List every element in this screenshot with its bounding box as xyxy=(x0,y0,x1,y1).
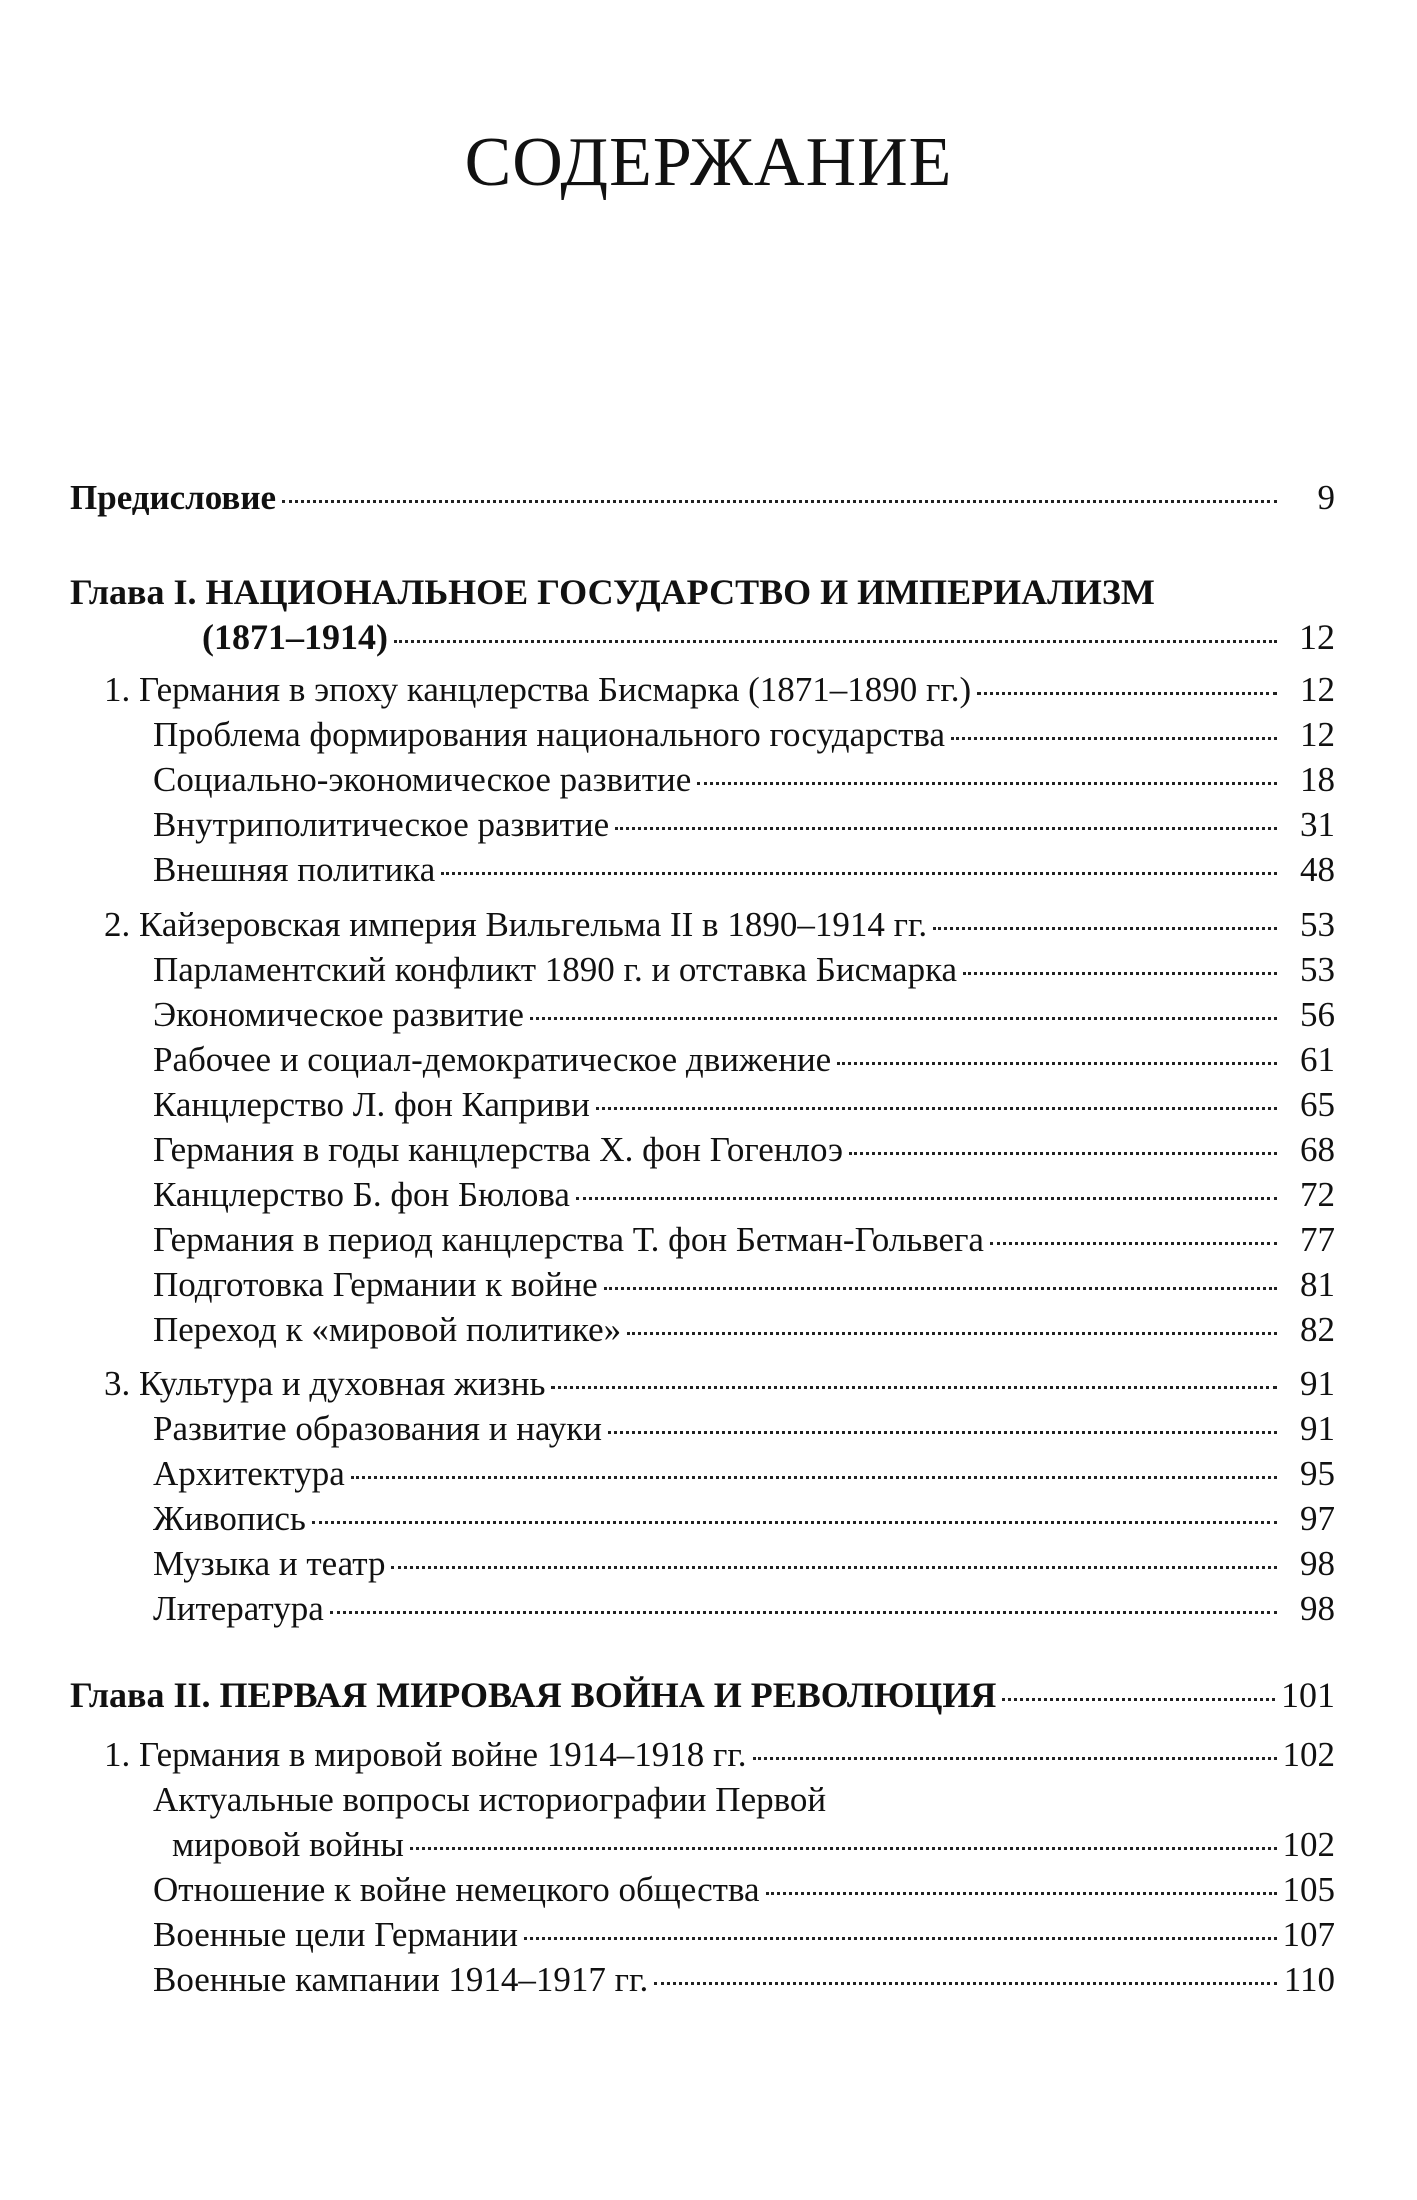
toc-entry-page: 102 xyxy=(1282,1825,1335,1864)
toc-item[interactable] xyxy=(153,1542,1335,1586)
toc-entry-page: 72 xyxy=(1300,1175,1335,1214)
toc-entry-label: Военные кампании 1914–1917 гг. xyxy=(153,1960,649,1999)
toc-item[interactable] xyxy=(153,948,1335,992)
toc-entry-label: 2. Кайзеровская империя Вильгельма II в 1890–1914 гг. xyxy=(104,905,928,944)
toc-entry-label: Рабочее и социал-демократическое движение xyxy=(153,1040,832,1079)
toc-item[interactable] xyxy=(153,1218,1335,1262)
toc-entry-page: 81 xyxy=(1300,1265,1335,1304)
toc-entry-label: Живопись xyxy=(153,1499,306,1538)
toc-entry-page: 91 xyxy=(1300,1409,1335,1448)
leader-dots xyxy=(530,1017,1277,1020)
toc-entry-label: 3. Культура и духовная жизнь xyxy=(104,1364,546,1403)
toc-item[interactable] xyxy=(172,1823,1335,1867)
page-title: СОДЕРЖАНИЕ xyxy=(464,124,953,201)
toc-item[interactable] xyxy=(153,1263,1335,1307)
toc-entry-label: Канцлерство Б. фон Бюлова xyxy=(153,1175,570,1214)
toc-entry-label: Военные цели Германии xyxy=(153,1915,518,1954)
toc-entry-page: 48 xyxy=(1300,850,1335,889)
leader-dots xyxy=(604,1287,1277,1290)
leader-dots xyxy=(551,1386,1277,1389)
leader-dots xyxy=(990,1242,1277,1245)
toc-entry-page: 68 xyxy=(1300,1130,1335,1169)
toc-item[interactable] xyxy=(153,1913,1335,1957)
toc-item[interactable] xyxy=(153,1407,1335,1451)
toc-section-1-1[interactable] xyxy=(104,668,1335,712)
leader-dots xyxy=(849,1152,1277,1155)
toc-entry-page: 12 xyxy=(1299,617,1335,657)
toc-entry-label: Переход к «мировой политике» xyxy=(153,1310,622,1349)
toc-entry-page: 65 xyxy=(1300,1085,1335,1124)
toc-entry-label: Внутриполитическое развитие xyxy=(153,805,610,844)
leader-dots xyxy=(410,1847,1277,1850)
toc-chapter-1-title[interactable]: Глава I. НАЦИОНАЛЬНОЕ ГОСУДАРСТВО И ИМПЕРИАЛИЗМ xyxy=(70,572,1155,612)
toc-item[interactable] xyxy=(153,1083,1335,1127)
toc-entry-page: 101 xyxy=(1281,1675,1335,1715)
leader-dots xyxy=(977,692,1277,695)
leader-dots xyxy=(627,1332,1277,1335)
toc-entry-label: Социально-экономическое развитие xyxy=(153,760,692,799)
toc-item[interactable] xyxy=(153,1497,1335,1541)
toc-entry-page: 107 xyxy=(1282,1915,1335,1954)
toc-item[interactable] xyxy=(153,1173,1335,1217)
toc-item[interactable] xyxy=(153,1452,1335,1496)
toc-entry-page: 91 xyxy=(1300,1364,1335,1403)
toc-item-first-line[interactable]: Актуальные вопросы историографии Первой xyxy=(153,1780,827,1819)
leader-dots xyxy=(654,1982,1277,1985)
toc-item[interactable] xyxy=(153,1128,1335,1172)
toc-entry-label: (1871–1914) xyxy=(202,617,388,657)
leader-dots xyxy=(312,1521,1277,1524)
toc-entry-label: Музыка и театр xyxy=(153,1544,386,1583)
leader-dots xyxy=(933,927,1277,930)
toc-entry-label: Развитие образования и науки xyxy=(153,1409,602,1448)
leader-dots xyxy=(330,1611,1277,1614)
toc-entry-page: 105 xyxy=(1282,1870,1335,1909)
toc-entry-label: Проблема формирования национального государства xyxy=(153,715,946,754)
toc-entry-page: 102 xyxy=(1282,1735,1335,1774)
leader-dots xyxy=(282,500,1277,503)
leader-dots xyxy=(963,972,1277,975)
toc-entry-label: 1. Германия в мировой войне 1914–1918 гг. xyxy=(104,1735,747,1774)
toc-entry-label: Экономическое развитие xyxy=(153,995,524,1034)
toc-entry-page: 12 xyxy=(1300,670,1335,709)
leader-dots xyxy=(391,1566,1277,1569)
toc-item[interactable] xyxy=(153,1958,1335,2002)
leader-dots xyxy=(608,1431,1277,1434)
leader-dots xyxy=(441,872,1277,875)
toc-entry-page: 98 xyxy=(1300,1544,1335,1583)
toc-entry-label: Германия в период канцлерства Т. фон Бетман-Гольвега xyxy=(153,1220,984,1259)
leader-dots xyxy=(951,737,1277,740)
toc-chapter-2[interactable] xyxy=(70,1673,1335,1717)
toc-entry-page: 95 xyxy=(1300,1454,1335,1493)
leader-dots xyxy=(596,1107,1277,1110)
leader-dots xyxy=(697,782,1277,785)
toc-item[interactable] xyxy=(153,1038,1335,1082)
toc-chapter-1[interactable] xyxy=(202,615,1335,659)
leader-dots xyxy=(394,640,1277,643)
toc-entry-page: 53 xyxy=(1300,950,1335,989)
toc-item[interactable] xyxy=(153,713,1335,757)
leader-dots xyxy=(753,1757,1277,1760)
toc-item[interactable] xyxy=(153,993,1335,1037)
toc-section-2-1[interactable] xyxy=(104,1733,1335,1777)
toc-item[interactable] xyxy=(153,803,1335,847)
leader-dots xyxy=(766,1892,1277,1895)
toc-entry-label: Канцлерство Л. фон Каприви xyxy=(153,1085,590,1124)
toc-entry-label: Германия в годы канцлерства Х. фон Гогенлоэ xyxy=(153,1130,843,1169)
leader-dots xyxy=(576,1197,1277,1200)
toc-entry-page: 77 xyxy=(1300,1220,1335,1259)
leader-dots xyxy=(351,1476,1277,1479)
toc-entry-page: 97 xyxy=(1300,1499,1335,1538)
toc-entry-label: Архитектура xyxy=(153,1454,345,1493)
leader-dots xyxy=(524,1937,1277,1940)
toc-item[interactable] xyxy=(153,1587,1335,1631)
toc-entry-label: Парламентский конфликт 1890 г. и отставка Бисмарка xyxy=(153,950,958,989)
toc-entry-label: 1. Германия в эпоху канцлерства Бисмарка (1871–1890 гг.) xyxy=(104,670,972,709)
toc-entry-label: Глава II. ПЕРВАЯ МИРОВАЯ ВОЙНА И РЕВОЛЮЦИЯ xyxy=(70,1675,997,1715)
toc-section-1-2[interactable] xyxy=(104,903,1335,947)
toc-entry-page: 98 xyxy=(1300,1589,1335,1628)
toc-entry-page: 61 xyxy=(1300,1040,1335,1079)
toc-entry-page: 82 xyxy=(1300,1310,1335,1349)
leader-dots xyxy=(615,827,1277,830)
toc-entry-page: 9 xyxy=(1317,478,1335,517)
toc-item[interactable] xyxy=(153,1868,1335,1912)
toc-entry-page: 12 xyxy=(1300,715,1335,754)
toc-section-1-3[interactable] xyxy=(104,1362,1335,1406)
toc-entry-page: 18 xyxy=(1300,760,1335,799)
toc-item[interactable] xyxy=(153,848,1335,892)
toc-item[interactable] xyxy=(153,1308,1335,1352)
toc-entry-page: 53 xyxy=(1300,905,1335,944)
toc-entry-label: Подготовка Германии к войне xyxy=(153,1265,598,1304)
toc-entry-page: 31 xyxy=(1300,805,1335,844)
toc-entry-preface[interactable] xyxy=(70,476,1335,520)
toc-entry-label: Внешняя политика xyxy=(153,850,436,889)
toc-entry-label: Отношение к войне немецкого общества xyxy=(153,1870,760,1909)
toc-entry-label: Предисловие xyxy=(70,478,277,517)
toc-entry-label: мировой войны xyxy=(172,1825,404,1864)
toc-entry-label: Литература xyxy=(153,1589,324,1628)
toc-item[interactable] xyxy=(153,758,1335,802)
leader-dots xyxy=(837,1062,1277,1065)
toc-entry-page: 56 xyxy=(1300,995,1335,1034)
toc-entry-page: 110 xyxy=(1283,1960,1335,1999)
leader-dots xyxy=(1002,1698,1275,1701)
